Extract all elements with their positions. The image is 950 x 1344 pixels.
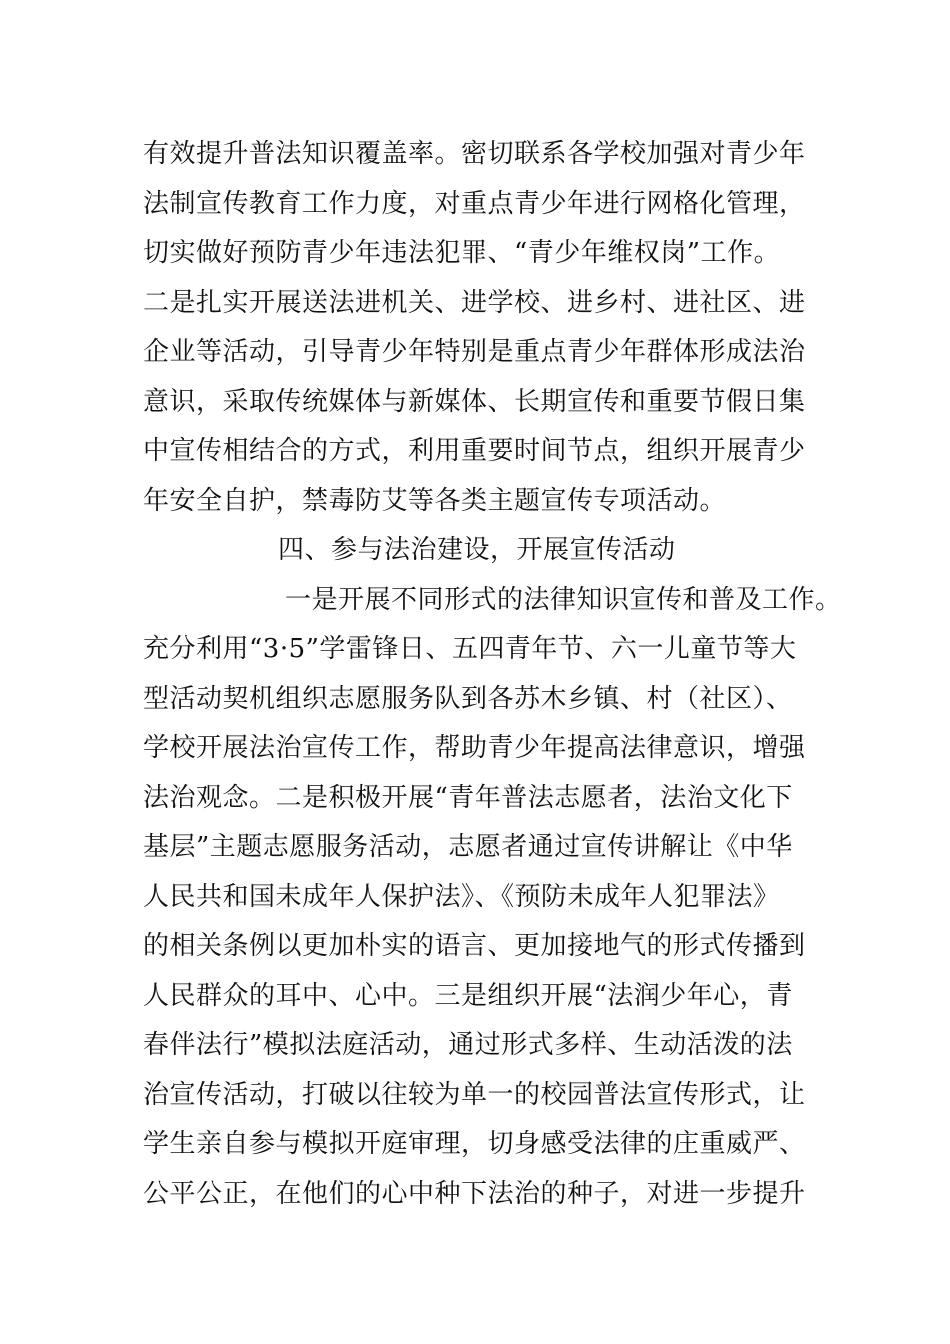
text-line: 治宣传活动，打破以往较为单一的校园普法宣传形式，让 [143, 1080, 806, 1110]
section-heading: 四、参与法治建设，开展宣传活动 [278, 535, 676, 565]
text-line: 中宣传相结合的方式，利用重要时间节点，组织开展青少 [143, 436, 806, 466]
text-line: 二是扎实开展送法进机关、进学校、进乡村、进社区、进 [143, 288, 806, 318]
text-line: 企业等活动，引导青少年特别是重点青少年群体形成法治 [143, 337, 806, 367]
text-line: 学校开展法治宣传工作，帮助青少年提高法律意识，增强 [143, 733, 806, 763]
text-line: 法治观念。二是积极开展“青年普法志愿者，法治文化下 [143, 783, 793, 813]
text-line: 学生亲自参与模拟开庭审理，切身感受法律的庄重威严、 [143, 1129, 806, 1159]
text-line: 春伴法行”模拟法庭活动，通过形式多样、生动活泼的法 [143, 1030, 793, 1060]
text-line: 人民群众的耳中、心中。三是组织开展“法润少年心，青 [143, 981, 793, 1011]
text-line: 切实做好预防青少年违法犯罪、“青少年维权岗”工作。 [143, 238, 781, 268]
paragraph-first-line: 一是开展不同形式的法律知识宣传和普及工作。 [285, 585, 842, 615]
text-line: 有效提升普法知识覆盖率。密切联系各学校加强对青少年 [143, 139, 806, 169]
text-line: 法制宣传教育工作力度，对重点青少年进行网格化管理， [143, 189, 806, 219]
text-line: 的相关条例以更加朴实的语言、更加接地气的形式传播到 [143, 931, 806, 961]
text-line: 人民共和国未成年人保护法》、《预防未成年人犯罪法》 [143, 882, 780, 912]
text-line: 充分利用“3·5”学雷锋日、五四青年节、六一儿童节等大 [143, 634, 797, 664]
text-line: 年安全自护，禁毒防艾等各类主题宣传专项活动。 [143, 486, 727, 516]
text-line: 型活动契机组织志愿服务队到各苏木乡镇、村（社区）、 [143, 684, 793, 714]
text-line: 基层”主题志愿服务活动，志愿者通过宣传讲解让《中华 [143, 832, 793, 862]
text-line: 意识，采取传统媒体与新媒体、长期宣传和重要节假日集 [143, 387, 806, 417]
text-line: 公平公正，在他们的心中种下法治的种子，对进一步提升 [143, 1179, 806, 1209]
